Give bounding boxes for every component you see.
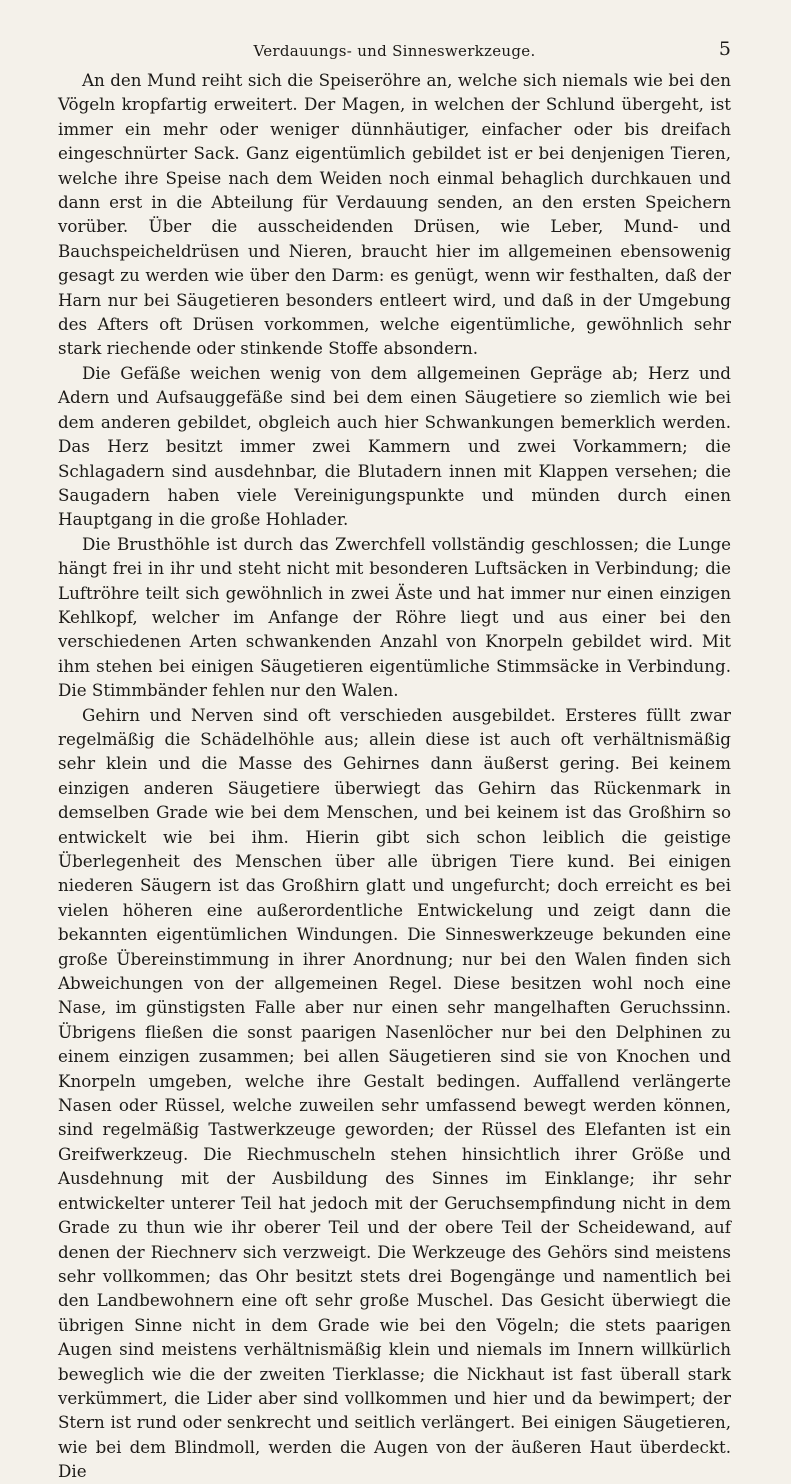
paragraph-chest-cavity: Die Brusthöhle ist durch das Zwerchfell vollständig geschlossen; die Lunge hängt frei in ihr und steht nicht mit besonderen Luftsäcken in Verbindung; die Luftröhre teilt sich gewöhnlich in zwei Äste und hat immer nur einen einzigen Kehlkopf, welcher im Anfange der Röhre liegt und aus einer bei den verschiedenen Arten schwankenden Anzahl von Knorpeln gebildet wird. Mit ihm stehen bei einigen Säugetieren eigentümliche Stimmsäcke in Verbindung. Die Stimmbänder fehlen nur den Walen.: [58, 533, 731, 701]
running-title: Verdauungs- und Sinneswerkzeuge.: [253, 42, 536, 60]
running-head: [58, 36, 731, 66]
paragraph-digestion: An den Mund reiht sich die Speiseröhre an, welche sich niemals wie bei den Vögeln kropfartig erweitert. Der Magen, in welchen der Schlund übergeht, ist immer ein mehr oder weniger dünnhäutiger, einfacher oder bis dreifach eingeschnürter Sack. Ganz eigentümlich gebildet ist er bei denjenigen Tieren, welche ihre Speise nach dem Weiden noch einmal behaglich durchkauen und dann erst in die Abteilung für Verdauung senden, an den ersten Speichern vorüber. Über die ausscheidenden Drüsen, wie Leber, Mund- und Bauchspeicheldrüsen und Nieren, braucht hier im allgemeinen ebensowenig gesagt zu werden wie über den Darm: es genügt, wenn wir festhalten, daß der Harn nur bei Säugetieren besonders entleert wird, und daß in der Umgebung des Afters oft Drüsen vorkommen, welche eigentümliche, gewöhnlich sehr stark riechende oder stinkende Stoffe absondern.: [58, 70, 731, 359]
paragraph-brain-senses: Gehirn und Nerven sind oft verschieden ausgebildet. Ersteres füllt zwar regelmäßig die Schädelhöhle aus; allein diese ist auch oft verhältnismäßig sehr klein und die Masse des Gehirnes dann äußerst gering. Bei keinem einzigen anderen Säugetiere überwiegt das Gehirn das Rückenmark in demselben Grade wie bei dem Menschen, und bei keinem ist das Großhirn so entwickelt wie bei ihm. Hierin gibt sich schon leiblich die geistige Überlegenheit des Menschen über alle übrigen Tiere kund. Bei einigen niederen Säugern ist das Großhirn glatt und ungefurcht; doch erreicht es bei vielen höheren eine außerordentliche Entwickelung und zeigt dann die bekannten eigentümlichen Windungen. Die Sinneswerkzeuge bekunden eine große Übereinstimmung in ihrer Anordnung; nur bei den Walen finden sich Abweichungen von der allgemeinen Regel. Diese besitzen wohl noch eine Nase, im günstigsten Falle aber nur einen sehr mangelhaften Geruchssinn. Übrigens fließen die sonst paarigen Nasenlöcher nur bei den Delphinen zu einem einzigen zusammen; bei allen Säugetieren sind sie von Knochen und Knorpeln umgeben, welche ihre Gestalt bedingen. Auffallend verlängerte Nasen oder Rüssel, welche zuweilen sehr umfassend bewegt werden können, sind regelmäßig Tastwerkzeuge geworden; der Rüssel des Elefanten ist ein Greifwerkzeug. Die Riechmuscheln stehen hinsichtlich ihrer Größe und Ausdehnung mit der Ausbildung des Sinnes im Einklange; ihr sehr entwickelter unterer Teil hat jedoch mit der Geruchsempfindung nicht in dem Grade zu thun wie ihr oberer Teil und der obere Teil der Scheidewand, auf denen der Riechnerv sich verzweigt. Die Werkzeuge des Gehörs sind meistens sehr vollkommen; das Ohr besitzt stets drei Bogengänge und namentlich bei den Landbewohnern eine oft sehr große Muschel. Das Gesicht überwiegt die übrigen Sinne nicht in dem Grade wie bei den Vögeln; die stets paarigen Augen sind meistens verhältnismäßig klein und niemals im Innern willkürlich beweglich wie die der zweiten Tierklasse; die Nickhaut ist fast überall stark verkümmert, die Lider aber sind vollkommen und hier und da bewimpert; der Stern ist rund oder senkrecht und seitlich verlängert. Bei einigen Säugetieren, wie bei dem Blindmoll, werden die Augen von der äußeren Haut überdeckt. Die: [58, 704, 731, 1482]
paragraph-vessels: Die Gefäße weichen wenig von dem allgemeinen Gepräge ab; Herz und Adern und Aufsauggefäße sind bei dem einen Säugetiere so ziemlich wie bei dem anderen gebildet, obgleich auch hier Schwankungen bemerklich werden. Das Herz besitzt immer zwei Kammern und zwei Vorkammern; die Schlagadern sind ausdehnbar, die Blutadern innen mit Klappen versehen; die Saugadern haben viele Vereinigungspunkte und münden durch einen Hauptgang in die große Hohlader.: [58, 362, 731, 530]
body-text: [58, 68, 731, 1484]
page-number: 5: [718, 38, 731, 60]
